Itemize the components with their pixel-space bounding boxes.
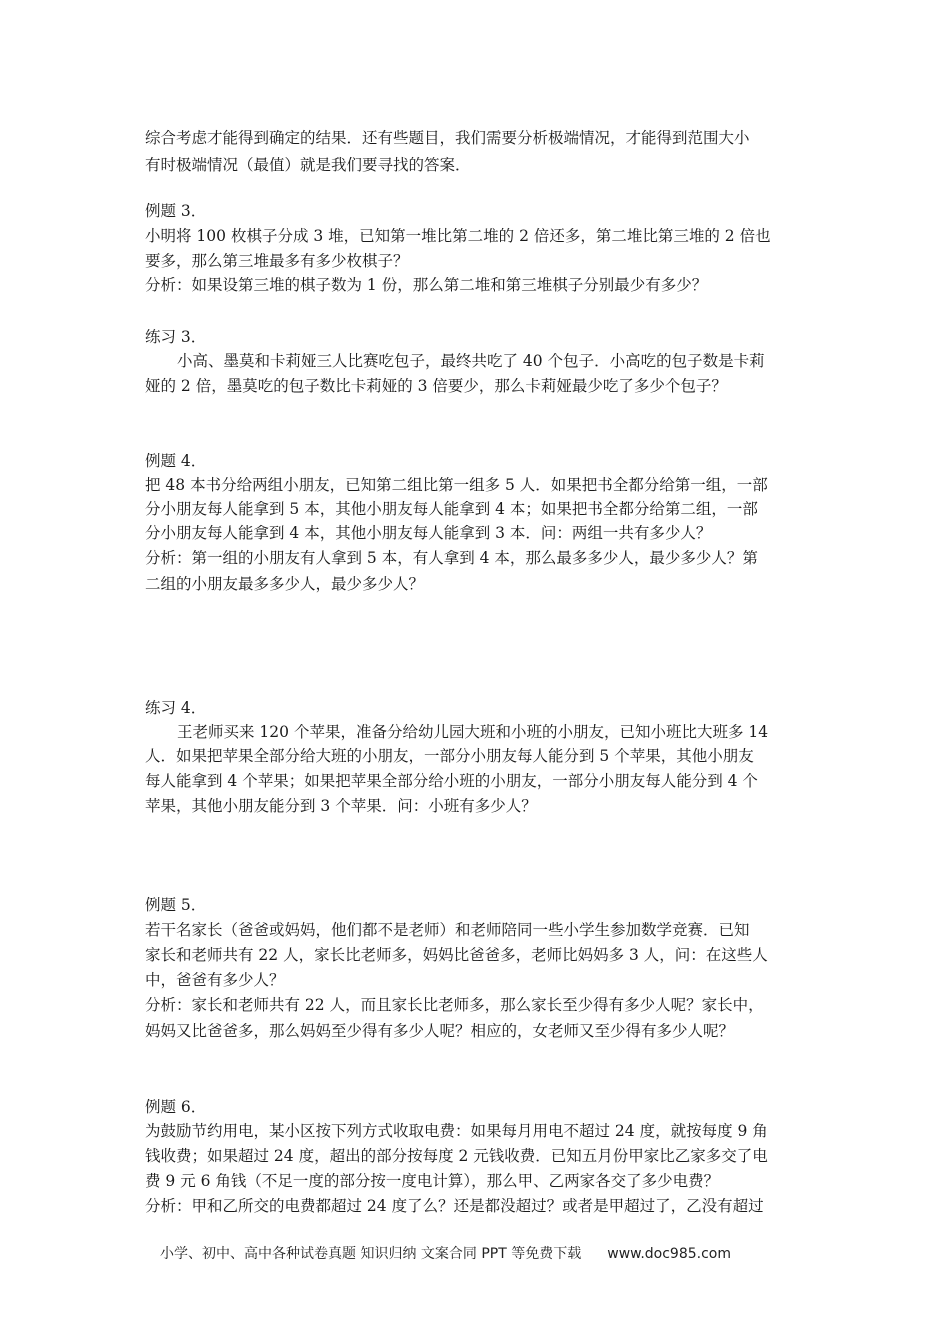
practice4-line: 王老师买来 120 个苹果，准备分给幼儿园大班和小班的小朋友，已知小班比大班多 14	[177, 723, 769, 741]
example5-line: 家长和老师共有 22 人，家长比老师多，妈妈比爸爸多，老师比妈妈多 3 人，问：在这些人	[145, 946, 768, 964]
example5-line: 若干名家长（爸爸或妈妈，他们都不是老师）和老师陪同一些小学生参加数学竞赛．已知	[145, 921, 750, 939]
example3-line: 要多，那么第三堆最多有多少枚棋子？	[145, 252, 409, 270]
example5-line: 中，爸爸有多少人？	[145, 971, 285, 989]
example4-line: 分小朋友每人能拿到 4 本，其他小朋友每人能拿到 3 本．问：两组一共有多少人？	[145, 524, 712, 542]
example3-line: 小明将 100 枚棋子分成 3 堆，已知第一堆比第二堆的 2 倍还多，第二堆比第三堆的 2 倍也	[145, 227, 771, 245]
intro-line: 有时极端情况（最值）就是我们要寻找的答案．	[145, 156, 471, 174]
example6-line: 钱收费；如果超过 24 度，超出的部分按每度 2 元钱收费．已知五月份甲家比乙家多交了电	[145, 1147, 768, 1165]
intro-line: 综合考虑才能得到确定的结果．还有些题目，我们需要分析极端情况，才能得到范围大小	[145, 129, 750, 147]
practice4-line: 每人能拿到 4 个苹果；如果把苹果全部分给小班的小朋友，一部分小朋友每人能分到 4 个	[145, 772, 758, 790]
example6-analysis: 分析：甲和乙所交的电费都超过 24 度了么？还是都没超过？或者是甲超过了，乙没有超过	[145, 1197, 764, 1215]
example6-heading: 例题 6．	[145, 1098, 207, 1116]
example6-line: 为鼓励节约用电，某小区按下列方式收取电费：如果每月用电不超过 24 度，就按每度 9 角	[145, 1122, 768, 1140]
example6-line: 费 9 元 6 角钱（不足一度的部分按一度电计算），那么甲、乙两家各交了多少电费？	[145, 1172, 720, 1190]
example3-heading: 例题 3．	[145, 202, 207, 220]
example5-heading: 例题 5．	[145, 896, 207, 914]
footer-site-link[interactable]: www.doc985.com	[607, 1246, 731, 1262]
example4-line: 分小朋友每人能拿到 5 本，其他小朋友每人能拿到 4 本；如果把书全都分给第二组，一部	[145, 500, 758, 518]
practice3-heading: 练习 3．	[145, 328, 207, 346]
practice4-line: 人．如果把苹果全部分给大班的小朋友，一部分小朋友每人能分到 5 个苹果，其他小朋友	[145, 747, 754, 765]
example4-heading: 例题 4．	[145, 452, 207, 470]
example4-line: 把 48 本书分给两组小朋友，已知第二组比第一组多 5 人．如果把书全都分给第一组，一部	[145, 476, 768, 494]
example4-analysis: 分析：第一组的小朋友有人拿到 5 本，有人拿到 4 本，那么最多多少人，最少多少人？第	[145, 549, 758, 567]
example5-analysis: 分析：家长和老师共有 22 人，而且家长比老师多，那么家长至少得有多少人呢？家长中，	[145, 996, 764, 1014]
footer-text: 小学、初中、高中各种试卷真题 知识归纳 文案合同 PPT 等免费下载	[160, 1246, 582, 1262]
practice4-line: 苹果，其他小朋友能分到 3 个苹果．问：小班有多少人？	[145, 797, 537, 815]
practice3-line: 娅的 2 倍，墨莫吃的包子数比卡莉娅的 3 倍要少，那么卡莉娅最少吃了多少个包子？	[145, 377, 727, 395]
example3-analysis: 分析：如果设第三堆的棋子数为 1 份，那么第二堆和第三堆棋子分别最少有多少？	[145, 276, 708, 294]
practice3-line: 小高、墨莫和卡莉娅三人比赛吃包子，最终共吃了 40 个包子．小高吃的包子数是卡莉	[177, 352, 765, 370]
example4-analysis: 二组的小朋友最多多少人，最少多少人？	[145, 575, 425, 593]
example5-analysis: 妈妈又比爸爸多，那么妈妈至少得有多少人呢？相应的，女老师又至少得有多少人呢？	[145, 1022, 735, 1040]
page-footer	[160, 1243, 800, 1265]
practice4-heading: 练习 4．	[145, 699, 207, 717]
